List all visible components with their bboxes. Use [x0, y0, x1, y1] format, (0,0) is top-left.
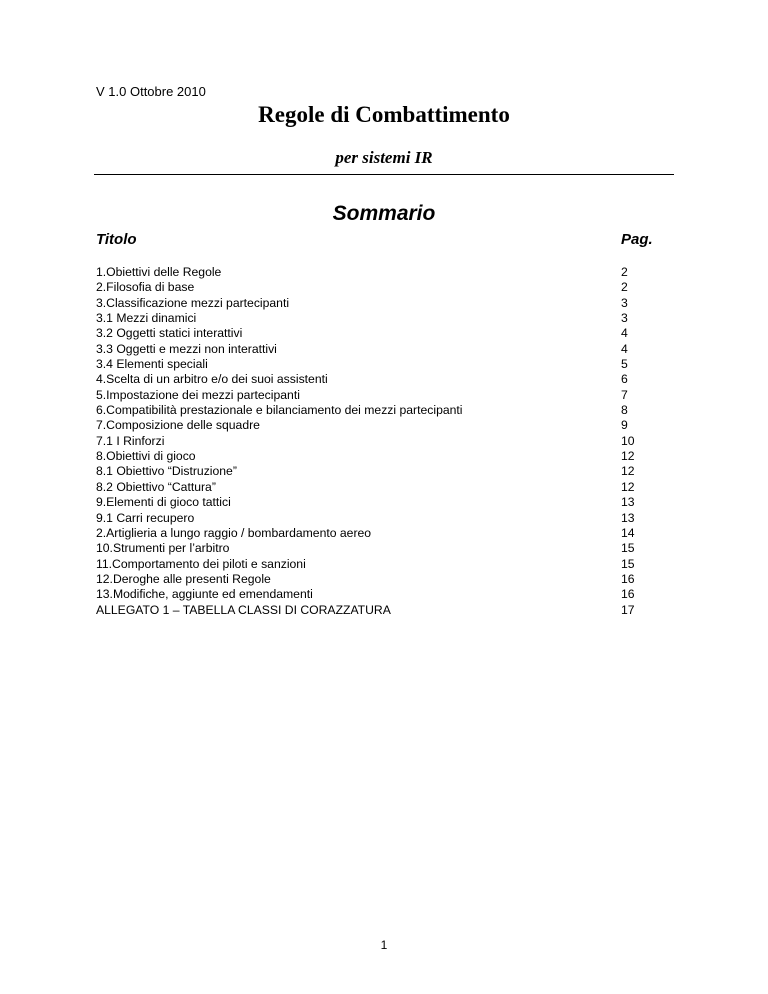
toc-entry-title: 3.3 Oggetti e mezzi non interattivi [96, 341, 277, 356]
toc-entry [96, 541, 656, 556]
toc-heading: Sommario [332, 202, 436, 225]
toc-entry-title: 7.Composizione delle squadre [96, 418, 260, 433]
toc-entry-page: 5 [621, 357, 628, 372]
toc-entry [96, 388, 656, 403]
document-subtitle: per sistemi IR [335, 148, 433, 167]
toc-entry-title: 8.Obiettivi di gioco [96, 449, 196, 464]
toc-entry-title: 4.Scelta di un arbitro e/o dei suoi assistenti [96, 372, 328, 387]
toc-entry [96, 526, 656, 541]
toc-entry-title: 7.1 I Rinforzi [96, 433, 165, 448]
toc-entry-page: 4 [621, 341, 628, 356]
column-header-page: Pag. [621, 231, 653, 248]
toc-entry-title: 3.1 Mezzi dinamici [96, 311, 197, 326]
toc-entry-page: 17 [621, 602, 635, 617]
toc-entry-title: 1.Obiettivi delle Regole [96, 265, 222, 279]
toc-entry-page: 12 [621, 464, 635, 479]
toc-entry [96, 449, 656, 464]
toc-entry-page: 10 [621, 433, 635, 448]
column-header-title: Titolo [96, 231, 137, 248]
toc-entry [96, 403, 656, 418]
toc-entry-page: 7 [621, 387, 628, 402]
toc-entry-page: 3 [621, 295, 628, 310]
version-label: V 1.0 Ottobre 2010 [96, 84, 206, 99]
toc-entry-title: 8.2 Obiettivo “Cattura” [96, 479, 216, 494]
toc-entry [96, 587, 656, 602]
toc-entry-title: 3.4 Elementi speciali [96, 357, 208, 372]
toc-entry-page: 16 [621, 587, 635, 602]
toc-entry-title: 6.Compatibilità prestazionale e bilanciamento dei mezzi partecipanti [96, 403, 463, 418]
table-of-contents [96, 265, 656, 618]
toc-entry-page: 13 [621, 495, 635, 510]
toc-entry [96, 280, 656, 295]
toc-entry-title: 10.Strumenti per l’arbitro [96, 541, 230, 556]
toc-entry-page: 12 [621, 479, 635, 494]
toc-entry [96, 495, 656, 510]
toc-entry-title: 11.Comportamento dei piloti e sanzioni [96, 556, 306, 571]
title-divider [94, 174, 674, 175]
toc-entry-page: 3 [621, 311, 628, 326]
toc-entry-page: 6 [621, 372, 628, 387]
toc-entry-title: 8.1 Obiettivo “Distruzione” [96, 464, 237, 479]
page-number: 1 [380, 938, 388, 952]
toc-entry-page: 4 [621, 326, 628, 341]
toc-entry-page: 12 [621, 449, 635, 464]
toc-entry-title: 9.1 Carri recupero [96, 510, 195, 525]
toc-entry-title: 5.Impostazione dei mezzi partecipanti [96, 387, 300, 402]
toc-entry [96, 480, 656, 495]
toc-entry-title: 9.Elementi di gioco tattici [96, 495, 231, 510]
toc-entry [96, 342, 656, 357]
toc-entry-page: 8 [621, 403, 628, 418]
toc-entry-page: 14 [621, 525, 635, 540]
toc-entry-page: 16 [621, 571, 635, 586]
document-title: Regole di Combattimento [258, 102, 510, 127]
toc-entry [96, 372, 656, 387]
toc-entry [96, 418, 656, 433]
toc-entry-title: 3.2 Oggetti statici interattivi [96, 326, 243, 341]
toc-entry [96, 357, 656, 372]
toc-entry-page: 15 [621, 556, 635, 571]
toc-entry [96, 464, 656, 479]
toc-entry [96, 434, 656, 449]
toc-entry-title: 12.Deroghe alle presenti Regole [96, 571, 271, 586]
toc-entry-page: 2 [621, 280, 628, 295]
toc-entry [96, 572, 656, 587]
toc-entry-title: 2.Artiglieria a lungo raggio / bombardamento aereo [96, 525, 372, 540]
toc-entry [96, 311, 656, 326]
toc-entry [96, 296, 656, 311]
toc-entry [96, 603, 656, 618]
toc-entry-title: 2.Filosofia di base [96, 280, 195, 295]
toc-entry-page: 13 [621, 510, 635, 525]
toc-entry-title: 13.Modifiche, aggiunte ed emendamenti [96, 587, 313, 602]
toc-entry-page: 15 [621, 541, 635, 556]
toc-entry [96, 511, 656, 526]
toc-entry [96, 265, 656, 280]
toc-entry-title: 3.Classificazione mezzi partecipanti [96, 295, 290, 310]
toc-entry-page: 2 [621, 265, 628, 279]
toc-entry [96, 557, 656, 572]
toc-entry [96, 326, 656, 341]
toc-entry-page: 9 [621, 418, 628, 433]
toc-entry-title: ALLEGATO 1 – TABELLA CLASSI DI CORAZZATURA [96, 602, 391, 617]
